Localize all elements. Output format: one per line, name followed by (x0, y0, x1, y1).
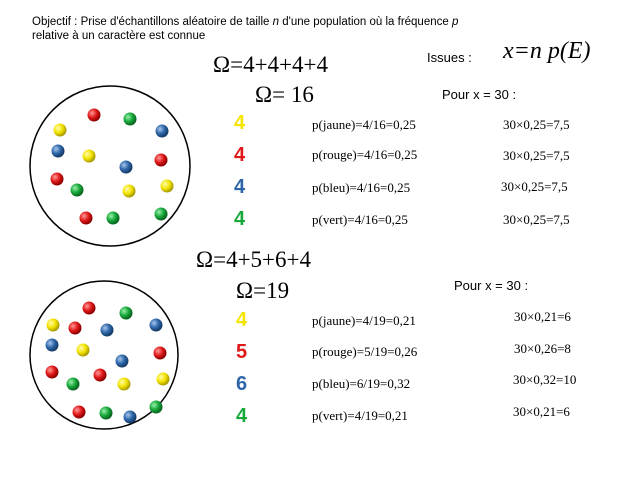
objective-part-b: d'une population où la fréquence (279, 16, 452, 28)
ball-jaune (54, 124, 67, 137)
sample1-calc-vert: 30×0,25=7,5 (503, 212, 570, 227)
sample1-prob-jaune: p(jaune)=4/16=0,25 (312, 117, 416, 132)
ball-rouge (88, 109, 101, 122)
sample2-prob-jaune: p(jaune)=4/19=0,21 (312, 313, 416, 328)
ball-jaune (83, 150, 96, 163)
ball-bleu (156, 125, 169, 138)
objective-part-a: Objectif : Prise d'échantillons aléatoire de taille (32, 16, 273, 28)
sample2-omega-sum: Ω=4+5+6+4 (196, 247, 311, 272)
sample2-prob-bleu: p(bleu)=6/19=0,32 (312, 376, 411, 391)
urn-1-balls (51, 109, 174, 225)
sample2-calc-vert: 30×0,21=6 (513, 404, 570, 419)
sample2-calc-rouge: 30×0,26=8 (514, 341, 571, 356)
sample1-prob-rouge: p(rouge)=4/16=0,25 (312, 147, 418, 162)
ball-rouge (46, 366, 59, 379)
ball-rouge (69, 322, 82, 335)
ball-bleu (116, 355, 129, 368)
sample1-count-jaune: 4 (234, 112, 246, 134)
ball-jaune (118, 378, 131, 391)
ball-bleu (46, 339, 59, 352)
sample2-count-vert: 4 (236, 405, 248, 427)
sample2-prob-vert: p(vert)=4/19=0,21 (312, 408, 408, 423)
ball-jaune (77, 344, 90, 357)
sample1-calc-jaune: 30×0,25=7,5 (503, 117, 570, 132)
ball-vert (100, 407, 113, 420)
ball-jaune (161, 180, 174, 193)
ball-bleu (150, 319, 163, 332)
ball-vert (120, 307, 133, 320)
sample2-calc-bleu: 30×0,32=10 (513, 372, 577, 387)
sample1-count-vert: 4 (234, 208, 246, 230)
ball-rouge (83, 302, 96, 315)
ball-jaune (123, 185, 136, 198)
ball-bleu (101, 324, 114, 337)
sample1-count-bleu: 4 (234, 176, 246, 198)
ball-vert (150, 401, 163, 414)
ball-bleu (120, 161, 133, 174)
ball-vert (107, 212, 120, 225)
ball-jaune (47, 319, 60, 332)
ball-vert (67, 378, 80, 391)
sample2-count-jaune: 4 (236, 309, 248, 331)
sample1-prob-bleu: p(bleu)=4/16=0,25 (312, 180, 411, 195)
sample1-count-rouge: 4 (234, 144, 246, 166)
sample2-calc-jaune: 30×0,21=6 (514, 309, 571, 324)
sample1-omega-sum: Ω=4+4+4+4 (213, 52, 328, 77)
ball-vert (71, 184, 84, 197)
sample1-omega-total: Ω= 16 (255, 82, 314, 107)
sample2-prob-rouge: p(rouge)=5/19=0,26 (312, 344, 418, 359)
ball-vert (124, 113, 137, 126)
ball-bleu (52, 145, 65, 158)
ball-rouge (94, 369, 107, 382)
sample1-prob-vert: p(vert)=4/16=0,25 (312, 212, 408, 227)
ball-rouge (154, 347, 167, 360)
objective-line-2: relative à un caractère est connue (32, 30, 206, 42)
ball-jaune (157, 373, 170, 386)
ball-rouge (155, 154, 168, 167)
sample1-calc-bleu: 30×0,25=7,5 (501, 179, 568, 194)
sample1-calc-rouge: 30×0,25=7,5 (503, 148, 570, 163)
issues-label: Issues : (427, 50, 472, 65)
sample1-pour-label: Pour x = 30 : (442, 87, 517, 102)
ball-bleu (124, 411, 137, 424)
ball-vert (155, 208, 168, 221)
ball-rouge (51, 173, 64, 186)
ball-rouge (80, 212, 93, 225)
issues-formula: x=n p(E) (503, 38, 591, 64)
sample2-pour-label: Pour x = 30 : (454, 278, 529, 293)
sample2-omega-total: Ω=19 (236, 278, 290, 303)
sample2-count-rouge: 5 (236, 341, 248, 363)
objective-var-p: p (451, 16, 459, 28)
sample2-count-bleu: 6 (236, 373, 248, 395)
objective-var-n: n (272, 16, 280, 28)
ball-rouge (73, 406, 86, 419)
urn-2-balls (46, 302, 170, 424)
